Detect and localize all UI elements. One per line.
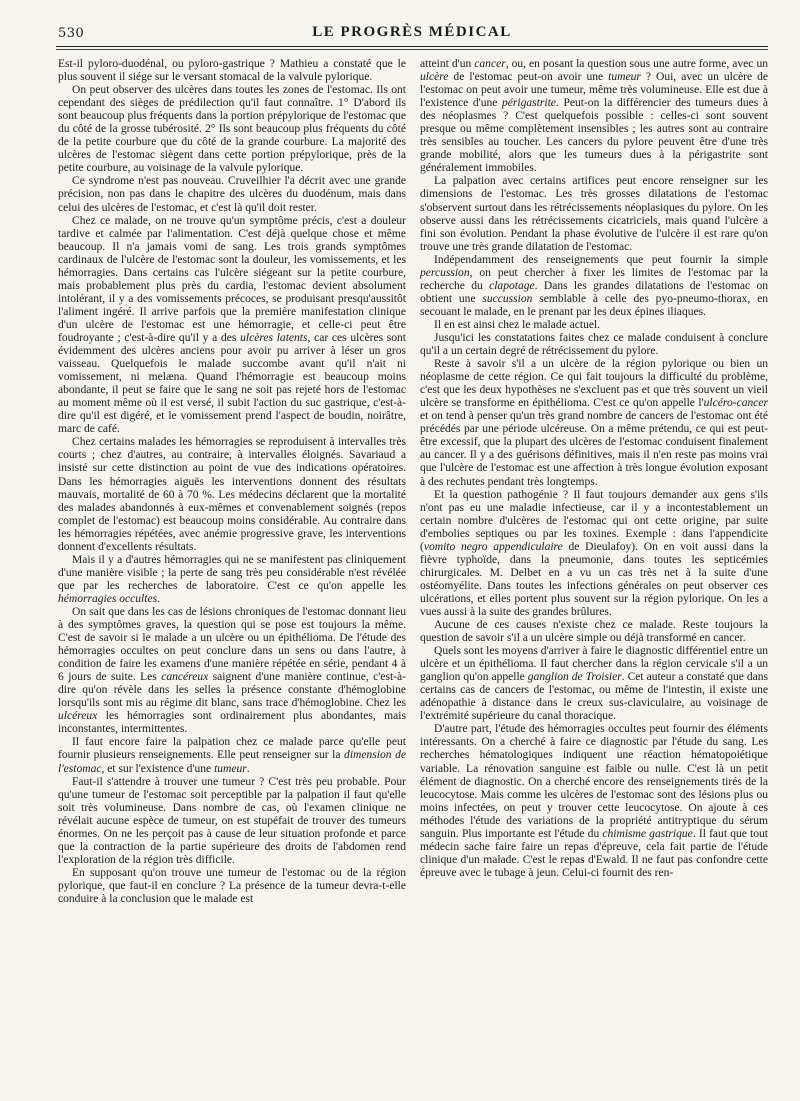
text-run: ? Oui, avec un ulcère de l'estomac on peut avoir une tumeur, même très volumineuse. Elle est due à l'existence d'une: [420, 71, 768, 110]
text-run: D'autre part, l'étude des hémorragies occultes peut fournir des éléments intéressants. On a cherché à faire ce diagnostic par l'étude du sang. Les recherches hématologiques indiquent une réaction hématopoiétique variable. La rénovation sanguine est faible ou nulle. C'est là un petit élément de diagnostic. On a cherché encore des renseignements tirés de la leucocytose. Mais comme les ulcères de l'estomac sont des lésions plus ou moins infectées, on peut y trouver cette leucocytose. On ajoute à ces méthodes l'étude des variations de la propriété antitryptique du sérum sanguin. Plus importante est l'étude du: [420, 723, 768, 840]
italic-run: ulcéreux: [58, 710, 98, 723]
text-run: .: [246, 762, 250, 775]
text-run: , ou, en posant la question sous une autre forme, avec un: [505, 58, 768, 70]
text-run: On peut observer des ulcères dans toutes les zones de l'estomac. Ils ont cependant des sièges de prédilection qu'il faut connaître. 1° D'abord ils sont beaucoup plus fréquents dans la portion prépylorique de l'estomac que du côté de la grosse tubérosité. 2° Ils sont beaucoup plus fréquents du côté de la petite courbure que du côté de la grande courbure. La majorité des ulcères de l'estomac siègent dans cette portion prépylorique, près de la petite courbure, au voisinage de la valvule pylorique.: [58, 84, 406, 175]
text-run: Quels sont les moyens d'arriver à faire le diagnostic différentiel entre un ulcère et un épithélioma. Il faut chercher dans la région cervicale s'il a un ganglion qu'on appelle: [420, 645, 768, 684]
italic-run: ganglion de Troisier: [527, 671, 622, 684]
paragraph: [58, 215, 406, 437]
italic-run: ulcère: [420, 71, 449, 84]
text-run: Chez certains malades les hémorragies se reproduisent à intervalles très courts ; chez d'autres, au contraire, à intervalles éloignés. Savariaud a insisté sur cette distinction au point de vue des indications opératoires. Dans les hémorragies aiguës les interventions donnent des résultats mauvais, mortalité de 60 à 70 %. Les médecins déclarent que la mortalité des malades abandonnés à eux-mêmes et convenablement soignés (repos complet de l'estomac) est beaucoup moins considérable. Au contraire dans les hémorragies répétées, avec anémie progressive grave, les interventions donnent d'excellents résultats.: [58, 436, 406, 553]
text-run: . Dans les grandes dilatations de l'estomac on obtient une: [420, 279, 768, 305]
text-run: Est-il pyloro-duodénal, ou pyloro-gastrique ? Mathieu a constaté que le plus souvent il siége sur le versant stomacal de la valvule pylorique.: [58, 58, 406, 84]
text-run: On sait que dans les cas de lésions chroniques de l'estomac donnant lieu à des symptômes graves, la question qui se pose est toujours la même. C'est de savoir si le malade a un ulcère ou un épithélioma. De l'étude des hémorragies occultes on peut conclure dans un sens ou dans l'autre, à condition de faire les examens d'une manière répétée en série, pendant 4 à 6 jours de suite. Les: [58, 605, 406, 684]
paragraph: [58, 867, 406, 906]
paragraph: [420, 489, 768, 619]
text-run: , et sur l'existence d'une: [101, 762, 215, 775]
paragraph: [420, 723, 768, 880]
italic-run: cancer: [474, 58, 506, 70]
italic-run: périgastrite: [502, 97, 556, 110]
text-run: Reste à savoir s'il a un ulcère de la région pylorique ou bien un néoplasme de cette région. Ce qui fait toujours la difficulté du problème, c'est que les deux hypothèses ne s'excluent pas et que très souvent un vieil ulcère se transforme en épithélioma. C'est ce qu'on appelle l': [420, 358, 768, 410]
text-run: les hémorragies sont ordinairement plus abondantes, mais inconstantes, intermittentes.: [58, 710, 406, 736]
text-run: . Peut-on la différencier des tumeurs dues à des néoplasmes ? C'est quelquefois possible : celles-ci sont souvent presque ou même complètement insensibles ; les autres sont au contraire très sensibles au toucher. Les cancers du pylore peuvent être d'une très grande mobilité, alors que les tumeurs dues à la périgastrite sont généralement immobiles.: [420, 97, 768, 175]
paragraph: [420, 319, 768, 332]
paragraph: [58, 58, 406, 84]
header-rule-thin: [56, 49, 768, 50]
text-run: Chez ce malade, on ne trouve qu'un symptôme précis, c'est a douleur tardive et calmée par l'alimentation. C'est déjà quelque chose et même beaucoup. Il n'a jamais vomi de sang. Les trois grands symptômes cardinaux de l'ulcère de l'estomac sont la douleur, les vomissements, et les hémorragies. Dans certains cas l'ulcère siégeant sur la petite courbure, mais probablement plus près du cardia, l'estomac devient absolument intolérant, il y a des vomissements précoces, se produisant presqu'aussitôt l'aliment ingéré. Il arrive parfois que la première manifestation clinique d'un ulcère de l'estomac est une hémorragie, et celle-ci peut être foudroyante ; c'est-à-dire qu'il y a des: [58, 214, 406, 344]
text-run: .: [157, 592, 160, 605]
text-run: Il faut encore faire la palpation chez ce malade parce qu'elle peut fournir plusieurs renseignements. Elle peut renseigner sur la: [58, 736, 406, 762]
paragraph: [58, 606, 406, 736]
right-column: [420, 58, 768, 1088]
italic-run: succussion: [482, 292, 533, 305]
text-run: Mais il y a d'autres hémorragies qui ne se manifestent pas cliniquement d'une manière visible ; la perte de sang très peu considérable n'est révélée que par les recherches de laboratoire. C'est ce qu'on appelle les: [58, 553, 406, 592]
paragraph: [420, 254, 768, 319]
text-run: de Dieulafoy). On en voit aussi dans la fièvre typhoïde, dans la pneumonie, dans toutes les septicémies chirurgicales. M. Delbet en a vu un cas très net à la suite d'une ostéomyélite. Dans toutes les infections générales on peut observer ces ulcérations, et elles portent plus souvent sur la région pylorique. On les a vues aussi à la suite des grandes brûlures.: [420, 540, 768, 618]
text-run: . Il faut que tout médecin sache faire faire un repas d'épreuve, cela fait partie de l'étude clinique d'un malade. C'est le repas d'Ewald. Il ne faut pas confondre cette épreuve avec le tubage à jeun. Celui-ci fournit des ren-: [420, 827, 768, 879]
text-run: La palpation avec certains artifices peut encore renseigner sur les dimensions de l'estomac. Les très grosses dilatations de l'estomac s'observent surtout dans les rétrécissements néoplasiques du pylore. On les observe aussi dans les rétrécissements cicatriciels, mais quand l'ulcère a fini son évolution. Pendant la phase évolutive de l'ulcère il est rare qu'on trouve une très grande dilatation de l'estomac.: [420, 175, 768, 253]
paragraph: [58, 736, 406, 775]
paragraph: [420, 58, 768, 175]
header-rule: [56, 46, 768, 47]
italic-run: tumeur: [214, 762, 247, 775]
italic-run: clapotage: [489, 279, 535, 292]
italic-run: tumeur: [608, 71, 641, 84]
italic-run: ulcères latents: [240, 331, 308, 344]
paragraph: [420, 332, 768, 358]
italic-run: chimisme gastrique: [602, 827, 693, 840]
text-run: Il en est ainsi chez le malade actuel.: [434, 318, 601, 331]
paragraph: [420, 645, 768, 723]
text-run: atteint d'un: [420, 58, 475, 70]
text-run: et on tend à penser qu'un très grand nombre de cancers de l'estomac ont été précédés par une période ulcéreuse. On a même prétendu, ce qui est peut-être excessif, que la plupart des ulcères de l'estomac conduisent finalement au cancer. Il y a des guérisons définitives, mais il n'en reste pas moins vrai que l'ulcère de l'estomac est une affection à très longue évolution exposant à des rechutes pendant très longtemps.: [420, 410, 768, 488]
page-header: [58, 24, 766, 46]
text-run: Indépendamment des renseignements que peut fournir la simple: [434, 253, 768, 266]
paragraph: [58, 436, 406, 553]
text-run: , on peut chercher à fixer les limites de l'estomac par la recherche du: [420, 266, 768, 292]
italic-run: cancéreux: [161, 671, 209, 684]
text-run: , car ces ulcères sont évidemment des ulcères anciens pour avoir pu arriver à léser un gros vaisseau. Quelquefois le malade succombe avant qu'il n'ait ni vomissement, ni melæna. Quand l'hémorragie est beaucoup moins abondante, il peut se faire que le sang ne soit pas rejeté hors de l'estomac au moment même où il est versé, il subit l'action du suc gastrique, c'est-à-dire qu'il est digéré, et le vomissement prend l'aspect de boudin, noirâtre, marc de café.: [58, 331, 406, 436]
text-run: Aucune de ces causes n'existe chez ce malade. Reste toujours la question de savoir s'il a un ulcère simple ou déjà transformé en cancer.: [420, 619, 768, 645]
running-title: LE PROGRÈS MÉDICAL: [312, 24, 512, 40]
paragraph: [58, 84, 406, 175]
text-run: semblable à celle des pyo-pneumo-thorax, en secouant le malade, en le prenant par les deux épines iliaques.: [420, 292, 768, 318]
paragraph: [58, 175, 406, 214]
text-run: Ce syndrome n'est pas nouveau. Cruveilhier l'a décrit avec une grande précision, non pas dans le chapitre des ulcères du duodénum, mais dans celui des ulcères de l'estomac, et c'est là qu'il doit rester.: [58, 175, 406, 214]
italic-run: vomito negro appendiculaire: [423, 540, 563, 553]
paragraph: [420, 175, 768, 253]
text-run: de l'estomac peut-on avoir une: [448, 71, 609, 84]
text-run: Jusqu'ici les constatations faites chez ce malade conduisent à conclure qu'il a un certain degré de rétrécissement du pylore.: [420, 331, 768, 358]
text-run: Faut-il s'attendre à trouver une tumeur ? C'est très peu probable. Pour qu'une tumeur de l'estomac soit perceptible par la palpation il faut qu'elle soit très volumineuse. Dans nombre de cas, où l'examen clinique ne révélait aucune espèce de tumeur, on est stupéfait de trouver des tumeurs énormes. On ne les perçoit pas à cause de leur situation profonde et parce que la contraction de la partie supérieure des droits de l'abdomen rend l'exploration de la région très difficile.: [58, 775, 406, 866]
left-column: [58, 58, 406, 1088]
paragraph: [420, 358, 768, 488]
text-run: saignent d'une manière continue, c'est-à-dire qu'on révèle dans les selles la présence constante d'hémoglobine lorsqu'ils sont mis au régime dit blanc, sans trace d'hémoglobine. Chez les: [58, 671, 406, 710]
text-run: Et la question pathogénie ? Il faut toujours demander aux gens s'ils n'ont pas eu une maladie infectieuse, car il y a incontestablement un certain nombre d'ulcères de l'estomac qui ont cette origine, par suite d'embolies septiques ou par les toxines. Exemple : dans l'appendicite (: [420, 488, 768, 553]
italic-run: percussion: [420, 266, 470, 279]
paragraph: [420, 619, 768, 645]
text-run: En supposant qu'on trouve une tumeur de l'estomac ou de la région pylorique, que faut-il en conclure ? La présence de la tumeur devra-t-elle conduire à la conclusion que le malade est: [58, 866, 406, 905]
paragraph: [58, 776, 406, 867]
italic-run: hémorragies occultes: [58, 592, 158, 605]
italic-run: ulcéro-cancer: [703, 397, 768, 410]
paragraph: [58, 554, 406, 606]
page-number: 530: [58, 26, 85, 41]
italic-run: dimension de l'estomac: [58, 749, 406, 775]
text-run: . Cet auteur a constaté que dans certains cas de cancers de l'estomac, ou même de l'intestin, il existe une adénopathie à distance dans le creux sus-claviculaire, au voisinage de l'extrémité supérieure du canal thoracique.: [420, 671, 768, 723]
